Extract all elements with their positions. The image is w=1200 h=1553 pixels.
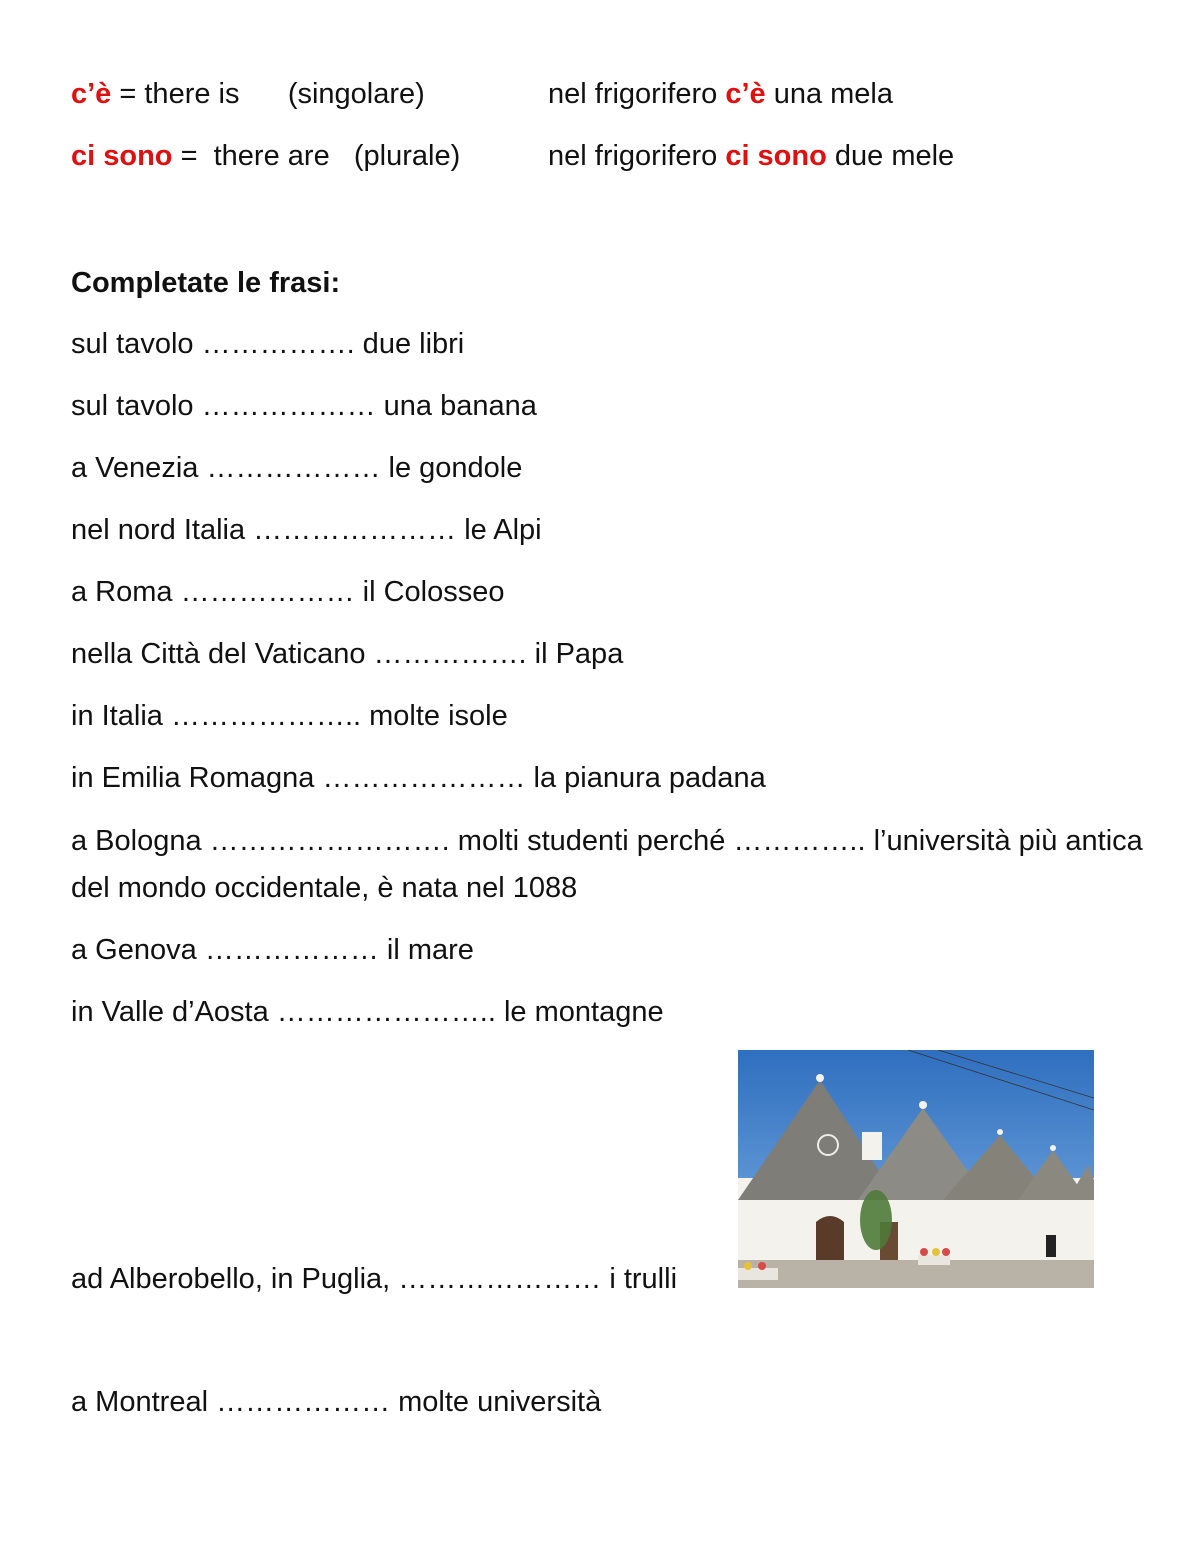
door [816,1216,844,1260]
sentence: a Bologna ……………………. molti studenti perché ………….. l’università più antica del mondo occidentale, è nata nel 1088 [71,825,1143,904]
example-post: una mela [765,78,893,110]
sentence: a Roma ……………… il Colosseo [71,576,505,608]
example-term: ci sono [725,140,827,172]
sentence: a Montreal ……………… molte università [71,1386,602,1418]
sentence: nella Città del Vaticano ……………. il Papa [71,638,624,670]
example-post: due mele [826,140,955,172]
sentence: in Valle d’Aosta ………………….. le montagne [71,996,664,1028]
sentence: ad Alberobello, in Puglia, ………………… i trulli [71,1263,678,1295]
sentence: in Emilia Romagna ………………… la pianura padana [71,762,766,794]
sentence: in Italia ……………….. molte isole [71,700,508,732]
trulli-photo [738,1050,1094,1288]
meaning-singular: = there is (singolare) [111,78,425,110]
sentence: sul tavolo ……………… una banana [71,390,537,422]
sentence: a Venezia ……………… le gondole [71,452,523,484]
term-c-e: c’è [71,78,112,110]
example-pre: nel frigorifero [548,78,726,110]
term-ci-sono: ci sono [71,140,173,172]
sentence: a Genova ……………… il mare [71,934,474,966]
sentence: nel nord Italia ………………… le Alpi [71,514,542,546]
exercise-heading: Completate le frasi: [71,267,341,299]
example-term: c’è [725,78,766,110]
meaning-plural: = there are (plurale) [172,140,461,172]
example-pre: nel frigorifero [548,140,726,172]
sentence: sul tavolo ……………. due libri [71,328,465,360]
